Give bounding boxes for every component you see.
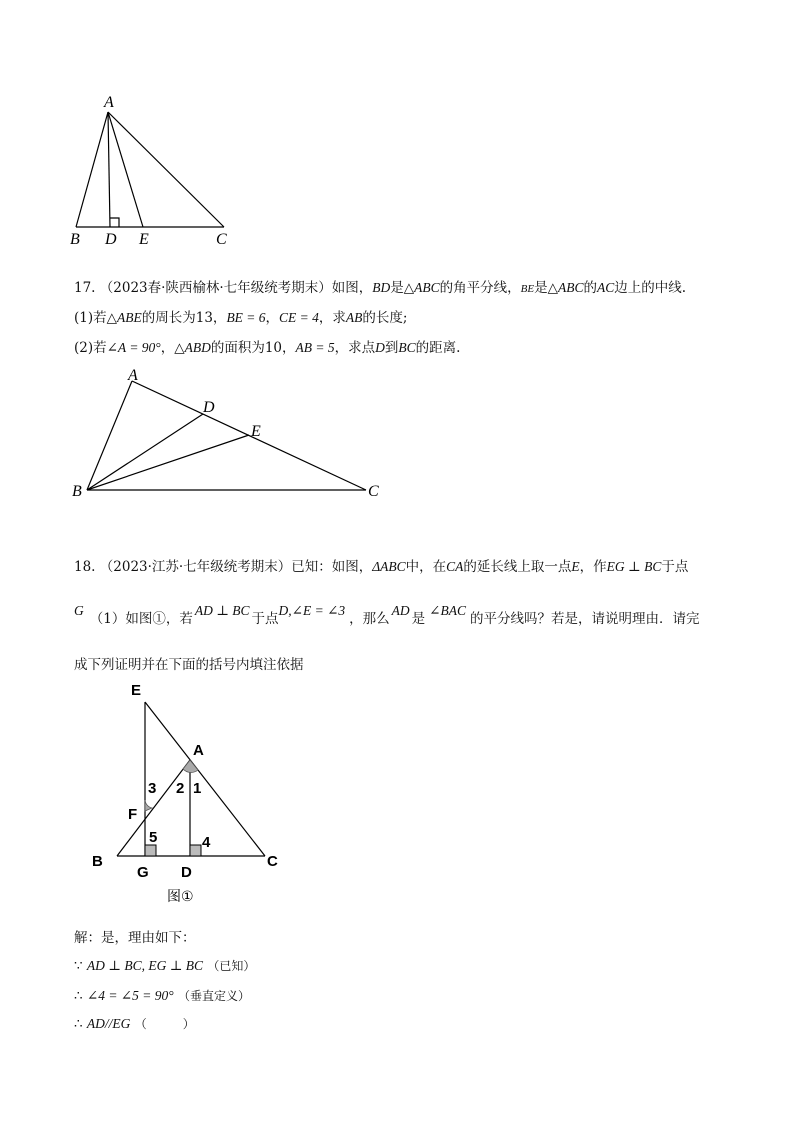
q18-text: 已知：如图，: [291, 559, 373, 575]
q18-solution-line1: [74, 957, 255, 975]
q17-p1-math: AB: [345, 310, 363, 325]
q17-p2-text: ，求点: [334, 340, 376, 356]
q17-fig-label-B: B: [72, 483, 82, 500]
q18-solution-intro: [74, 929, 196, 947]
solution-math: AD ⊥ BC, EG ⊥ BC: [86, 958, 204, 973]
q17-math-tri: △ABC: [547, 280, 584, 295]
q17-p1-text: 的长度;: [362, 310, 408, 326]
fig1-label-C: C: [216, 231, 227, 248]
q18-text: 中，在: [405, 559, 447, 575]
q17-fig-label-E: E: [251, 423, 261, 440]
q17-source: （2023春·陕西榆林·七年级统考期末）: [99, 280, 332, 296]
q18-source: （2023·江苏·七年级统考期末）: [99, 559, 292, 575]
q17-p1-text: (1)若: [74, 310, 107, 326]
figure-q18: [85, 680, 305, 910]
q18-fig-label-E: E: [131, 682, 142, 699]
q18-p1-text: 于点: [251, 611, 279, 627]
q17-part2: [74, 339, 460, 357]
q17-text: 的角平分线，: [439, 280, 521, 296]
q18-fig-caption: 图①: [167, 889, 194, 905]
q17-fig-label-A: A: [128, 367, 138, 384]
q18-p1-math: ∠BAC: [429, 603, 466, 618]
q17-stem: [74, 279, 686, 298]
q18-part1: [74, 603, 700, 628]
q17-p1-math: △ABE: [106, 310, 142, 325]
q18-math: ΔABC: [372, 559, 406, 574]
q17-p1-math: BE = 6: [226, 310, 266, 325]
q18-p1-text: 的平分线吗？若是，请说明理由．请完: [469, 611, 700, 627]
q17-math-tri: △ABC: [403, 280, 440, 295]
q17-number: 17.: [74, 280, 96, 296]
therefore-symbol: ∴: [74, 988, 83, 1004]
fig1-label-E: E: [139, 231, 149, 248]
q18-fig-label-4: 4: [202, 834, 211, 851]
q18-text: 的延长线上取一点: [463, 559, 572, 575]
q18-fig-label-2: 2: [176, 780, 185, 797]
q18-text: 于点: [661, 559, 689, 575]
q17-p2-math: △ABD: [174, 340, 211, 355]
because-symbol: ∵: [74, 958, 83, 974]
q17-p2-text: 的面积为10，: [210, 340, 296, 356]
q18-fig-label-D: D: [181, 864, 192, 881]
q17-p2-math: ∠A = 90°: [106, 340, 161, 355]
q18-stem: [74, 558, 688, 576]
q18-solution-line2: [74, 987, 250, 1005]
q17-math-ac: AC: [596, 280, 615, 295]
solution-math: ∠4 = ∠5 = 90°: [86, 988, 174, 1003]
q17-fig-label-C: C: [368, 483, 379, 500]
q18-fig-label-5: 5: [149, 829, 158, 846]
q17-p2-text: ，: [160, 340, 175, 356]
q17-p2-text: (2)若: [74, 340, 107, 356]
q18-p1-math: AD: [391, 603, 410, 618]
q18-fig-label-F: F: [128, 806, 138, 823]
fig1-label-A: A: [104, 94, 114, 111]
q18-part1-line2: [74, 656, 304, 674]
q18-p1-text: 是: [411, 611, 426, 627]
q17-p1-math: CE = 4: [279, 310, 319, 325]
q17-p2-math: AB = 5: [295, 340, 335, 355]
solution-reason: （垂直定义）: [177, 989, 250, 1003]
q17-text: 的: [583, 280, 597, 296]
q18-p1-math: D,∠E = ∠3: [278, 603, 346, 618]
q17-text: 边上的中线.: [614, 280, 687, 296]
q17-p2-math: D: [375, 340, 385, 355]
q17-p2-math: BC: [398, 340, 416, 355]
solution-math: AD//EG: [86, 1016, 131, 1031]
q17-fig-label-D: D: [203, 399, 215, 416]
q17-math-bd: BD: [372, 280, 391, 295]
q17-p2-text: 的距离.: [415, 340, 461, 356]
q18-p1-math: AD ⊥ BC: [194, 603, 250, 618]
fig1-label-D: D: [105, 231, 117, 248]
q17-math-be: BE: [520, 283, 535, 295]
q17-text: 如图，: [331, 280, 373, 296]
q18-fig-label-3: 3: [148, 780, 157, 797]
q18-fig-label-G: G: [137, 864, 149, 881]
q17-text: 是: [534, 280, 548, 296]
q18-fig-label-A: A: [193, 742, 204, 759]
q18-number: 18.: [74, 559, 96, 575]
fig1-label-B: B: [70, 231, 80, 248]
q18-p1-text: 成下列证明并在下面的括号内填注依据: [74, 657, 304, 673]
solution-blank-reason[interactable]: （ ）: [134, 1017, 195, 1031]
q18-fig-label-C: C: [267, 853, 278, 870]
q17-p1-text: ，求: [318, 310, 346, 326]
q18-p1-text: ，那么: [349, 611, 390, 627]
q18-math: E: [571, 559, 580, 574]
q17-p1-text: 的周长为13，: [141, 310, 227, 326]
q17-text: 是: [390, 280, 404, 296]
solution-intro-text: 解：是，理由如下：: [74, 930, 196, 946]
figure-top-triangle: [60, 90, 260, 255]
q17-p1-text: ，: [265, 310, 280, 326]
q18-p1-text: （1）如图①，若: [89, 611, 193, 627]
figure-q17: [60, 362, 400, 502]
q18-solution-line3: [74, 1015, 195, 1033]
q18-math: EG ⊥ BC: [606, 559, 662, 574]
therefore-symbol: ∴: [74, 1016, 83, 1032]
q18-fig-label-1: 1: [193, 780, 202, 797]
q17-p2-text: 到: [384, 340, 399, 356]
q18-math-g: G: [74, 603, 84, 618]
q18-fig-label-B: B: [92, 853, 103, 870]
solution-reason: （已知）: [207, 959, 256, 973]
q18-math: CA: [446, 559, 464, 574]
q17-part1: [74, 309, 407, 327]
q18-text: ，作: [579, 559, 607, 575]
